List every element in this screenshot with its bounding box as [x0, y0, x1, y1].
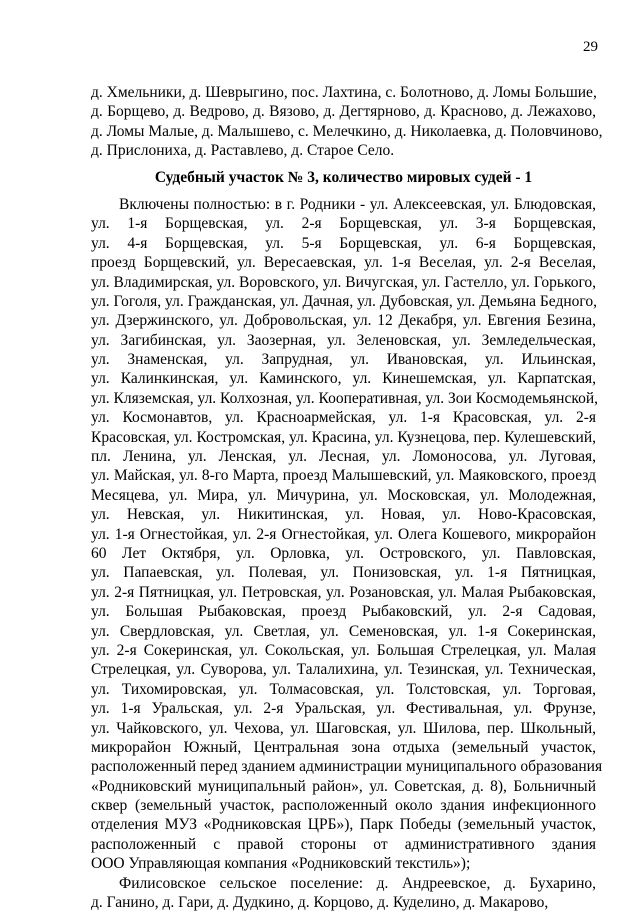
text-line: ул. Тихомировская, ул. Толмасовская, ул. Толстовская, ул. Торговая,: [91, 680, 596, 698]
text-line: ул. Майская, ул. 8-го Марта, проезд Малышевский, ул. Маяковского, проезд: [91, 467, 596, 485]
text-line: ул. 1-я Уральская, ул. 2-я Уральская, ул. Фестивальная, ул. Фрунзе,: [91, 700, 596, 718]
text-line: ул. 4-я Борщевская, ул. 5-я Борщевская, ул. 6-я Борщевская,: [91, 234, 596, 252]
text-line: ул. Загибинская, ул. Заозерная, ул. Зеленовская, ул. Земледельческая,: [91, 331, 596, 349]
text-line: расположенный перед зданием администрации муниципального образования: [91, 758, 603, 776]
text-line: ул. Чайковского, ул. Чехова, ул. Шаговская, ул. Шилова, пер. Школьный,: [91, 719, 596, 737]
text-line: ул. 2-я Сокеринская, ул. Сокольская, ул. Большая Стрелецкая, ул. Малая: [91, 641, 596, 659]
text-line: ул. Владимирская, ул. Воровского, ул. Вичугская, ул. Гастелло, ул. Горького,: [91, 273, 597, 291]
intro-paragraph: [91, 83, 603, 161]
rural-settlement-paragraph: [91, 874, 596, 912]
text-line: пл. Ленина, ул. Ленская, ул. Лесная, ул. Ломоносова, ул. Луговая,: [91, 448, 596, 466]
text-line: «Родниковский муниципальный район», ул. Советская, д. 8), Больничный: [91, 777, 596, 795]
text-line: д. Ганино, д. Гари, д. Дудкино, д. Корцово, д. Куделино, д. Макарово,: [91, 894, 549, 912]
text-line: ул. 1-я Огнестойкая, ул. 2-я Огнестойкая, ул. Олега Кошевого, микрорайон: [91, 525, 596, 543]
text-line: ул. Невская, ул. Никитинская, ул. Новая, ул. Ново-Красовская,: [91, 506, 596, 524]
section-heading: Судебный участок № 3, количество мировых судей - 1: [154, 168, 533, 186]
text-line: расположенный с правой стороны от административного здания: [91, 835, 596, 853]
text-line: д. Ломы Малые, д. Малышево, с. Мелечкино, д. Николаевка, д. Половчиново,: [91, 122, 603, 140]
text-line: микрорайон Южный, Центральная зона отдыха (земельный участок,: [91, 738, 596, 756]
text-line: ул. Гоголя, ул. Гражданская, ул. Дачная, ул. Дубовская, ул. Демьяна Бедного,: [91, 292, 597, 310]
text-line: ул. Калинкинская, ул. Каминского, ул. Кинешемская, ул. Карпатская,: [91, 370, 596, 388]
text-line: Филисовское сельское поселение: д. Андреевское, д. Бухарино,: [119, 874, 596, 892]
text-line: ООО Управляющая компания «Родниковский текстиль»);: [91, 855, 471, 873]
text-line: ул. 1-я Борщевская, ул. 2-я Борщевская, ул. 3-я Борщевская,: [91, 215, 596, 233]
text-line: д. Борщево, д. Ведрово, д. Вязово, д. Дегтярново, д. Красново, д. Лежахово,: [91, 103, 596, 121]
text-line: д. Прислониха, д. Раставлево, д. Старое Село.: [91, 142, 395, 160]
text-line: ул. Космонавтов, ул. Красноармейская, ул. 1-я Красовская, ул. 2-я: [91, 409, 596, 427]
text-line: Включены полностью: в г. Родники - ул. Алексеевская, ул. Блюдовская,: [119, 195, 596, 213]
text-line: 60 Лет Октября, ул. Орловка, ул. Островского, ул. Павловская,: [91, 544, 596, 562]
text-line: проезд Борщевский, ул. Вересаевская, ул. 1-я Веселая, ул. 2-я Веселая,: [91, 254, 596, 272]
text-line: Месяцева, ул. Мира, ул. Мичурина, ул. Московская, ул. Молодежная,: [91, 486, 596, 504]
page-number: 29: [583, 39, 598, 55]
text-line: ул. Свердловская, ул. Светлая, ул. Семеновская, ул. 1-я Сокеринская,: [91, 622, 596, 640]
text-line: ул. Большая Рыбаковская, проезд Рыбаковский, ул. 2-я Садовая,: [91, 603, 596, 621]
text-line: сквер (земельный участок, расположенный около здания инфекционного: [91, 797, 596, 815]
text-line: Красовская, ул. Костромская, ул. Красина, ул. Кузнецова, пер. Кулешевский,: [91, 428, 596, 446]
streets-paragraph: [91, 195, 603, 874]
text-line: д. Хмельники, д. Шеврыгино, пос. Лахтина, с. Болотново, д. Ломы Большие,: [91, 84, 597, 101]
text-line: ул. Папаевская, ул. Полевая, ул. Понизовская, ул. 1-я Пятницкая,: [91, 564, 596, 582]
text-line: ул. Знаменская, ул. Запрудная, ул. Ивановская, ул. Ильинская,: [91, 351, 596, 369]
text-line: Стрелецкая, ул. Суворова, ул. Талалихина, ул. Тезинская, ул. Техническая,: [91, 661, 596, 679]
text-line: ул. Дзержинского, ул. Добровольская, ул. 12 Декабря, ул. Евгения Безина,: [91, 312, 596, 330]
text-line: ул. 2-я Пятницкая, ул. Петровская, ул. Розановская, ул. Малая Рыбаковская,: [91, 583, 596, 601]
text-line: отделения МУЗ «Родниковская ЦРБ»), Парк Победы (земельный участок,: [91, 816, 596, 834]
text-line: ул. Кляземская, ул. Колхозная, ул. Кооперативная, ул. Зои Космодемьянской,: [91, 389, 598, 407]
document-body: [91, 83, 603, 912]
